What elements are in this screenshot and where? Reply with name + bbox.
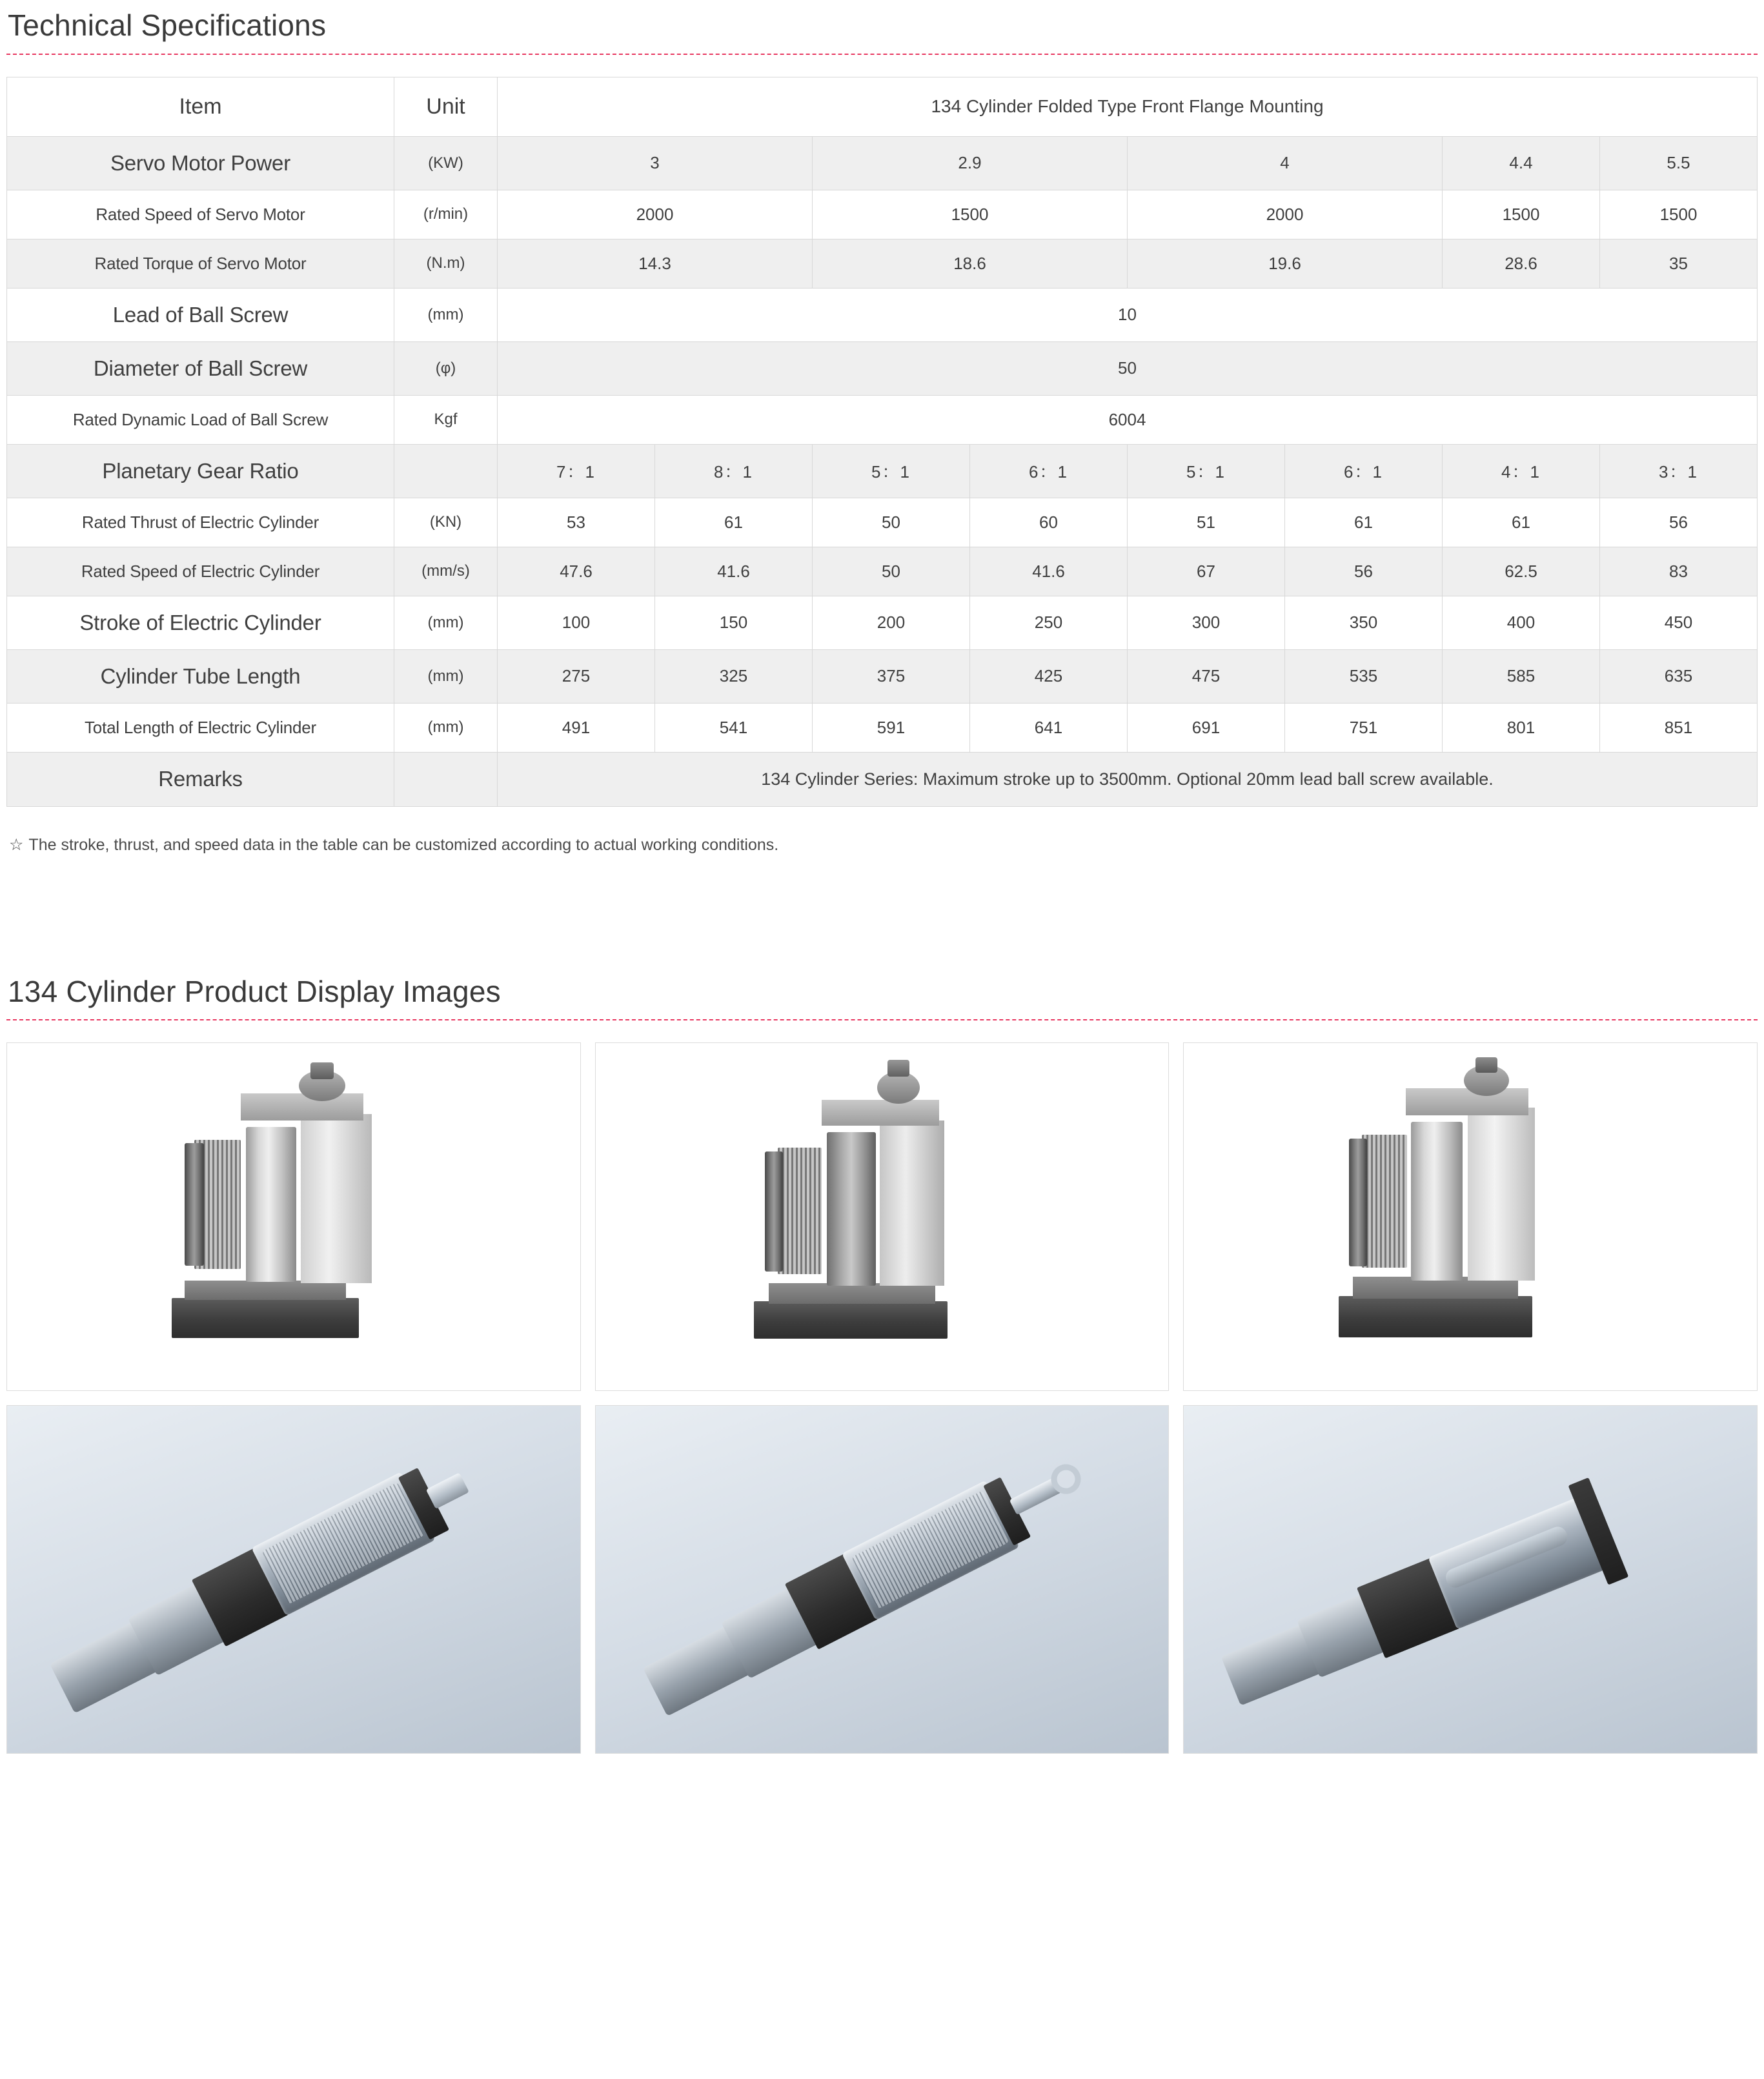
row-value: 6：1 <box>1285 444 1443 498</box>
row-value: 450 <box>1600 596 1758 649</box>
product-image-gallery <box>6 1042 1758 1754</box>
row-value: 41.6 <box>970 547 1128 596</box>
row-value: 18.6 <box>813 239 1128 288</box>
row-label: Rated Dynamic Load of Ball Screw <box>7 395 394 444</box>
row-label: Rated Speed of Servo Motor <box>7 190 394 239</box>
star-icon: ☆ <box>9 835 24 854</box>
divider-dashed-gallery <box>6 1019 1758 1020</box>
row-value: 150 <box>655 596 813 649</box>
servo-motor <box>185 1143 204 1266</box>
table-row <box>7 239 1758 288</box>
document-page <box>6 0 1758 1754</box>
table-row <box>7 596 1758 649</box>
cylinder-tube <box>246 1127 296 1282</box>
row-value: 47.6 <box>498 547 655 596</box>
table-row <box>7 395 1758 444</box>
row-value: 635 <box>1600 649 1758 703</box>
cylinder-tube <box>827 1132 876 1286</box>
row-value: 14.3 <box>498 239 813 288</box>
section-spacer <box>6 857 1758 966</box>
row-label: Rated Thrust of Electric Cylinder <box>7 498 394 547</box>
cylinder-housing <box>1468 1108 1535 1281</box>
row-value: 250 <box>970 596 1128 649</box>
header-cell-unit: Unit <box>394 77 498 136</box>
page-title-product-display-images: 134 Cylinder Product Display Images <box>8 974 501 1008</box>
table-body <box>7 77 1758 806</box>
motor-fins <box>1362 1135 1407 1268</box>
row-value: 67 <box>1128 547 1285 596</box>
row-value: 8：1 <box>655 444 813 498</box>
table-row <box>7 190 1758 239</box>
row-value: 691 <box>1128 703 1285 752</box>
row-unit: (φ) <box>394 341 498 395</box>
row-value: 751 <box>1285 703 1443 752</box>
photo-folded-cylinder-1[interactable] <box>6 1042 581 1391</box>
row-label: Lead of Ball Screw <box>7 288 394 341</box>
base-plate <box>1339 1296 1532 1337</box>
cylinder-tube <box>1411 1122 1463 1281</box>
cylinder-housing <box>880 1121 944 1286</box>
row-value: 51 <box>1128 498 1285 547</box>
cad-render-cylinder-1[interactable] <box>6 1405 581 1754</box>
divider-dashed-top <box>6 54 1758 55</box>
row-unit-remarks <box>394 752 498 806</box>
header-cell-item: Item <box>7 77 394 136</box>
row-value: 3：1 <box>1600 444 1758 498</box>
row-value: 28.6 <box>1443 239 1600 288</box>
row-value: 53 <box>498 498 655 547</box>
photo-folded-cylinder-3[interactable] <box>1183 1042 1758 1391</box>
shaft-end <box>310 1062 334 1079</box>
row-unit: (mm) <box>394 649 498 703</box>
row-label: Diameter of Ball Screw <box>7 341 394 395</box>
table-row <box>7 444 1758 498</box>
row-value: 7：1 <box>498 444 655 498</box>
footnote-text: The stroke, thrust, and speed data in the table can be customized according to actual working conditions. <box>28 835 779 854</box>
cylinder-housing <box>301 1114 372 1283</box>
row-label: Rated Torque of Servo Motor <box>7 239 394 288</box>
row-value: 62.5 <box>1443 547 1600 596</box>
page-title-technical-specifications: Technical Specifications <box>8 8 327 42</box>
row-value: 50 <box>498 341 1758 395</box>
row-value: 801 <box>1443 703 1600 752</box>
header-cell-model: 134 Cylinder Folded Type Front Flange Mounting <box>498 77 1758 136</box>
base-plate <box>172 1298 359 1338</box>
row-value: 61 <box>1443 498 1600 547</box>
row-value: 6：1 <box>970 444 1128 498</box>
row-label-remarks: Remarks <box>7 752 394 806</box>
row-value: 4.4 <box>1443 136 1600 190</box>
row-value: 4 <box>1128 136 1443 190</box>
servo-motor <box>765 1151 783 1272</box>
row-value: 50 <box>813 498 970 547</box>
row-value: 491 <box>498 703 655 752</box>
row-value: 5.5 <box>1600 136 1758 190</box>
row-value: 56 <box>1600 498 1758 547</box>
base-riser <box>185 1281 346 1300</box>
row-value: 4：1 <box>1443 444 1600 498</box>
row-unit: (r/min) <box>394 190 498 239</box>
table-footnote <box>6 807 1758 857</box>
row-value: 3 <box>498 136 813 190</box>
row-value: 61 <box>1285 498 1443 547</box>
row-unit: (mm/s) <box>394 547 498 596</box>
row-unit: Kgf <box>394 395 498 444</box>
row-unit: (KW) <box>394 136 498 190</box>
row-value: 1500 <box>1443 190 1600 239</box>
row-value: 50 <box>813 547 970 596</box>
row-value: 5：1 <box>813 444 970 498</box>
row-value: 10 <box>498 288 1758 341</box>
row-value: 2000 <box>498 190 813 239</box>
row-value: 19.6 <box>1128 239 1443 288</box>
table-row-remarks <box>7 752 1758 806</box>
table-row <box>7 547 1758 596</box>
table-row <box>7 703 1758 752</box>
row-value: 851 <box>1600 703 1758 752</box>
table-row <box>7 649 1758 703</box>
row-value: 61 <box>655 498 813 547</box>
row-value: 200 <box>813 596 970 649</box>
top-flange <box>822 1100 939 1126</box>
row-value: 2000 <box>1128 190 1443 239</box>
row-value: 35 <box>1600 239 1758 288</box>
row-value: 541 <box>655 703 813 752</box>
row-value: 350 <box>1285 596 1443 649</box>
top-flange <box>1406 1088 1528 1115</box>
row-unit: (KN) <box>394 498 498 547</box>
row-label: Cylinder Tube Length <box>7 649 394 703</box>
cad-render-cylinder-2[interactable] <box>595 1405 1170 1754</box>
row-value: 400 <box>1443 596 1600 649</box>
photo-folded-cylinder-2[interactable] <box>595 1042 1170 1391</box>
motor-fins <box>778 1148 822 1274</box>
row-value: 83 <box>1600 547 1758 596</box>
table-row <box>7 288 1758 341</box>
row-value: 41.6 <box>655 547 813 596</box>
row-unit: (mm) <box>394 703 498 752</box>
row-value: 475 <box>1128 649 1285 703</box>
row-value: 56 <box>1285 547 1443 596</box>
cad-render-cylinder-3[interactable] <box>1183 1405 1758 1754</box>
table-row <box>7 341 1758 395</box>
row-label: Servo Motor Power <box>7 136 394 190</box>
row-value: 1500 <box>813 190 1128 239</box>
row-value: 60 <box>970 498 1128 547</box>
row-unit: (mm) <box>394 596 498 649</box>
row-value: 300 <box>1128 596 1285 649</box>
shaft-end <box>1475 1057 1497 1073</box>
table-row <box>7 498 1758 547</box>
servo-motor <box>1349 1139 1367 1266</box>
row-label: Planetary Gear Ratio <box>7 444 394 498</box>
row-value: 375 <box>813 649 970 703</box>
row-value: 425 <box>970 649 1128 703</box>
row-unit: (mm) <box>394 288 498 341</box>
shaft-end <box>887 1060 909 1077</box>
row-value-remarks: 134 Cylinder Series: Maximum stroke up to 3500mm. Optional 20mm lead ball screw available. <box>498 752 1758 806</box>
row-label: Stroke of Electric Cylinder <box>7 596 394 649</box>
row-value: 5：1 <box>1128 444 1285 498</box>
row-value: 641 <box>970 703 1128 752</box>
row-unit <box>394 444 498 498</box>
row-label: Total Length of Electric Cylinder <box>7 703 394 752</box>
base-plate <box>754 1301 948 1339</box>
row-unit: (N.m) <box>394 239 498 288</box>
row-value: 275 <box>498 649 655 703</box>
row-value: 2.9 <box>813 136 1128 190</box>
top-flange <box>241 1093 363 1121</box>
row-value: 535 <box>1285 649 1443 703</box>
table-row <box>7 136 1758 190</box>
row-label: Rated Speed of Electric Cylinder <box>7 547 394 596</box>
row-value: 6004 <box>498 395 1758 444</box>
row-value: 585 <box>1443 649 1600 703</box>
table-header-row <box>7 77 1758 136</box>
technical-specifications-table <box>6 77 1758 807</box>
base-riser <box>769 1283 935 1304</box>
row-value: 325 <box>655 649 813 703</box>
row-value: 100 <box>498 596 655 649</box>
row-value: 1500 <box>1600 190 1758 239</box>
row-value: 591 <box>813 703 970 752</box>
